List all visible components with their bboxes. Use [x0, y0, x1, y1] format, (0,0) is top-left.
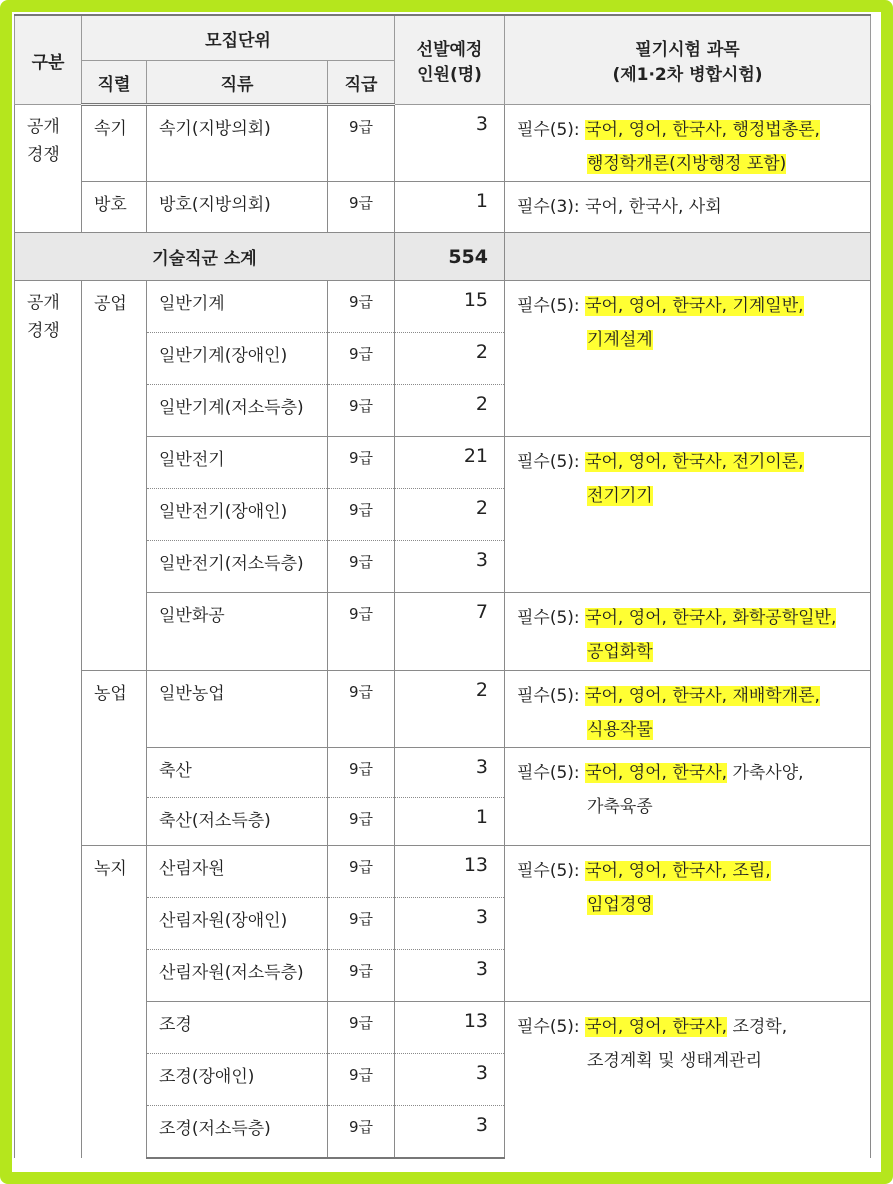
subject-highlight: 기계설계: [587, 330, 653, 350]
subject-highlight: 국어, 영어, 한국사, 조림,: [585, 861, 771, 881]
subject-highlight: 공업화학: [587, 642, 653, 662]
subject-highlight: 임업경영: [587, 895, 653, 915]
subject-prefix: 필수(5):: [517, 120, 586, 140]
subtotal-count: 554: [395, 233, 505, 281]
table-row: [15, 846, 871, 898]
grade-cell: 9급: [328, 898, 395, 950]
grade-cell: 9급: [328, 593, 395, 671]
subject-cell: [505, 593, 871, 671]
header-seonbal-line2: 인원(명): [417, 65, 482, 85]
gubun-cell: 공개 경쟁: [15, 105, 82, 233]
grade-cell: 9급: [328, 1002, 395, 1054]
header-jikryu: 직류: [147, 61, 328, 105]
count-cell: 2: [395, 671, 505, 748]
subject-highlight: 국어, 영어, 한국사, 재배학개론,: [585, 686, 820, 706]
subject-prefix: 필수(3):: [517, 197, 586, 217]
subject-highlight: 국어, 영어, 한국사,: [585, 763, 728, 783]
subject-cell: [505, 1002, 871, 1158]
series-cell: 공업: [82, 281, 147, 671]
subject-cell: [505, 437, 871, 593]
subject-prefix: 필수(5):: [517, 861, 586, 881]
subject-prefix: 필수(5):: [517, 608, 586, 628]
subject-prefix: 필수(5):: [517, 763, 586, 783]
count-cell: 13: [395, 846, 505, 898]
table-row: [15, 671, 871, 748]
subtotal-row: [15, 233, 871, 281]
count-cell: 1: [395, 182, 505, 233]
count-cell: 2: [395, 333, 505, 385]
count-cell: 3: [395, 898, 505, 950]
count-cell: 3: [395, 541, 505, 593]
grade-cell: 9급: [328, 1106, 395, 1158]
table-row: [15, 182, 871, 233]
kind-cell: 축산: [147, 748, 328, 798]
kind-cell: 속기(지방의회): [147, 105, 328, 182]
grade-cell: 9급: [328, 671, 395, 748]
subject-prefix: 필수(5):: [517, 296, 586, 316]
kind-cell: 일반전기(장애인): [147, 489, 328, 541]
kind-cell: 조경(저소득층): [147, 1106, 328, 1158]
subject-highlight: 행정학개론(지방행정 포함): [587, 154, 787, 174]
grade-cell: 9급: [328, 281, 395, 333]
grade-cell: 9급: [328, 748, 395, 798]
count-cell: 3: [395, 748, 505, 798]
header-jikryeol: 직렬: [82, 61, 147, 105]
subject-cell: [505, 281, 871, 437]
kind-cell: 조경: [147, 1002, 328, 1054]
subtotal-label: 기술직군 소계: [15, 233, 395, 281]
header-unit: 모집단위: [82, 15, 395, 61]
count-cell: 13: [395, 1002, 505, 1054]
kind-cell: 일반기계: [147, 281, 328, 333]
recruitment-table: [14, 14, 871, 1159]
subject-highlight: 국어, 영어, 한국사, 행정법총론,: [585, 120, 820, 140]
subject-cell: [505, 748, 871, 846]
count-cell: 3: [395, 1054, 505, 1106]
header-subject: [505, 15, 871, 105]
grade-cell: 9급: [328, 385, 395, 437]
grade-cell: 9급: [328, 105, 395, 182]
subject-highlight: 국어, 영어, 한국사,: [585, 1017, 728, 1037]
kind-cell: 일반기계(저소득층): [147, 385, 328, 437]
kind-cell: 산림자원: [147, 846, 328, 898]
table-row: [15, 281, 871, 333]
subject-cell: [505, 182, 871, 233]
count-cell: 21: [395, 437, 505, 489]
kind-cell: 일반기계(장애인): [147, 333, 328, 385]
grade-cell: 9급: [328, 437, 395, 489]
subject-plain: 가축육종: [587, 797, 653, 817]
count-cell: 3: [395, 1106, 505, 1158]
grade-cell: 9급: [328, 846, 395, 898]
kind-cell: 일반화공: [147, 593, 328, 671]
subject-prefix: 필수(5):: [517, 452, 586, 472]
count-cell: 3: [395, 105, 505, 182]
subject-prefix: 필수(5):: [517, 1017, 586, 1037]
kind-cell: 방호(지방의회): [147, 182, 328, 233]
subject-highlight: 국어, 영어, 한국사, 기계일반,: [585, 296, 804, 316]
subject-highlight: 국어, 영어, 한국사, 전기이론,: [585, 452, 804, 472]
kind-cell: 일반농업: [147, 671, 328, 748]
grade-cell: 9급: [328, 1054, 395, 1106]
grade-cell: 9급: [328, 541, 395, 593]
series-cell: 농업: [82, 671, 147, 846]
subject-highlight: 식용작물: [587, 720, 653, 740]
kind-cell: 조경(장애인): [147, 1054, 328, 1106]
series-cell: 속기: [82, 105, 147, 182]
series-cell: 녹지: [82, 846, 147, 1158]
recruitment-table-container: [12, 12, 881, 1159]
grade-cell: 9급: [328, 489, 395, 541]
header-seonbal: [395, 15, 505, 105]
count-cell: 2: [395, 489, 505, 541]
grade-cell: 9급: [328, 182, 395, 233]
subject-cell: [505, 105, 871, 182]
subject-plain: 조경학,: [727, 1017, 788, 1037]
count-cell: 15: [395, 281, 505, 333]
header-subject-line1: 필기시험 과목: [635, 40, 740, 60]
subject-highlight: 국어, 영어, 한국사, 화학공학일반,: [585, 608, 837, 628]
header-gubun: 구분: [15, 15, 82, 105]
subject-plain: 가축사양,: [727, 763, 804, 783]
subject-plain: 조경계획 및 생태계관리: [587, 1051, 763, 1071]
series-cell: 방호: [82, 182, 147, 233]
count-cell: 7: [395, 593, 505, 671]
grade-cell: 9급: [328, 950, 395, 1002]
grade-cell: 9급: [328, 333, 395, 385]
header-seonbal-line1: 선발예정: [416, 40, 483, 60]
kind-cell: 산림자원(장애인): [147, 898, 328, 950]
subject-highlight: 전기기기: [587, 486, 653, 506]
grade-cell: 9급: [328, 798, 395, 846]
subject-cell: [505, 846, 871, 1002]
header-subject-line2: (제1·2차 병합시험): [612, 65, 763, 85]
table-row: [15, 105, 871, 182]
header-jikgeup: 직급: [328, 61, 395, 105]
gubun-cell: 공개 경쟁: [15, 281, 82, 1158]
subject-prefix: 필수(5):: [517, 686, 586, 706]
kind-cell: 축산(저소득층): [147, 798, 328, 846]
kind-cell: 일반전기(저소득층): [147, 541, 328, 593]
subject-plain: 국어, 한국사, 사회: [585, 197, 722, 217]
subtotal-empty: [505, 233, 871, 281]
kind-cell: 일반전기: [147, 437, 328, 489]
count-cell: 2: [395, 385, 505, 437]
subject-cell: [505, 671, 871, 748]
count-cell: 3: [395, 950, 505, 1002]
count-cell: 1: [395, 798, 505, 846]
kind-cell: 산림자원(저소득층): [147, 950, 328, 1002]
